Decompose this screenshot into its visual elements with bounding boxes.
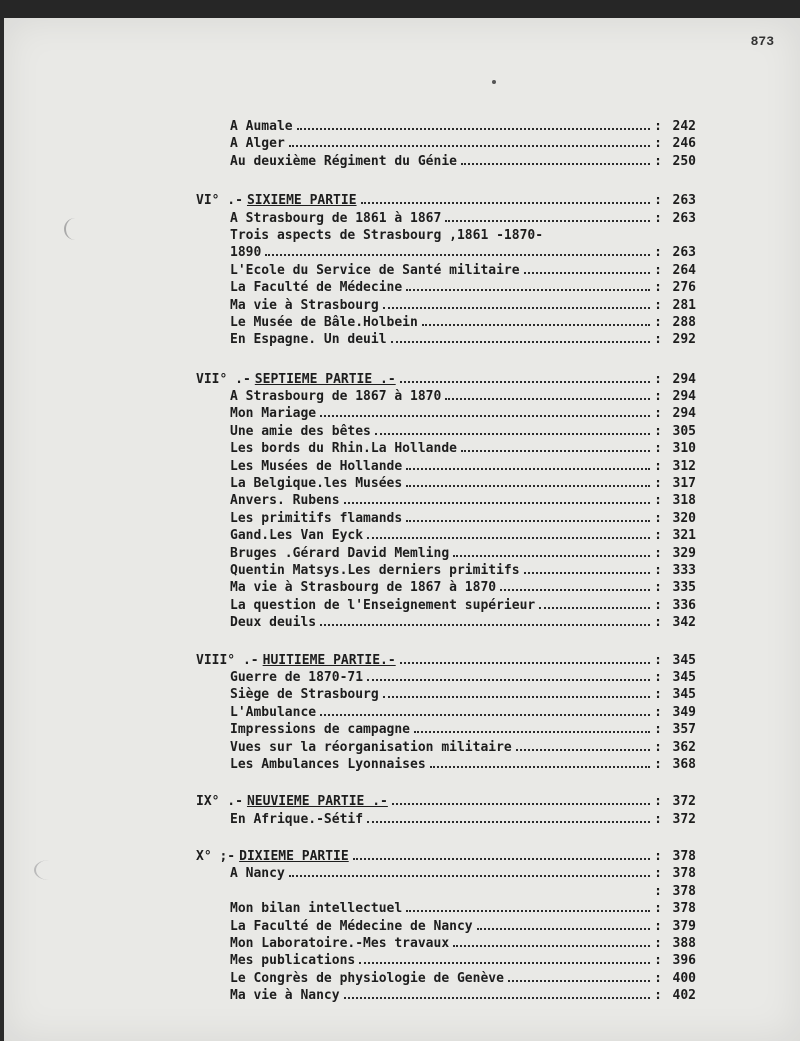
punch-hole-mark xyxy=(34,860,64,880)
section-heading xyxy=(196,192,696,209)
toc-entry xyxy=(196,135,696,152)
page-ref: 357 xyxy=(672,722,696,738)
dot-leader xyxy=(320,714,650,716)
colon-separator: : xyxy=(654,210,662,226)
toc-entry xyxy=(196,118,696,135)
colon-separator: : xyxy=(654,756,662,772)
dot-leader xyxy=(344,502,651,504)
entry-title: Les Musées de Hollande xyxy=(230,458,403,474)
toc-entry xyxy=(196,527,696,544)
entry-title: La Faculté de Médecine de Nancy xyxy=(230,918,473,934)
ink-dot xyxy=(492,80,496,84)
colon-separator: : xyxy=(654,528,662,544)
entry-title: Anvers. Rubens xyxy=(230,493,340,509)
dot-leader xyxy=(375,433,650,435)
page-ref: 263 xyxy=(672,193,696,209)
colon-separator: : xyxy=(654,332,662,348)
colon-separator: : xyxy=(654,704,662,720)
dot-leader xyxy=(297,128,651,130)
page-ref: 294 xyxy=(672,389,696,405)
dot-leader xyxy=(400,381,650,383)
section-title xyxy=(196,192,357,209)
entry-title: A Aumale xyxy=(230,119,293,134)
section-heading xyxy=(196,371,696,388)
toc-entry xyxy=(196,244,696,261)
dot-leader xyxy=(353,858,650,860)
page-ref: 276 xyxy=(672,280,696,296)
dot-leader xyxy=(461,450,650,452)
toc-entry xyxy=(196,440,696,457)
toc-entry xyxy=(196,492,696,509)
colon-separator: : xyxy=(654,314,662,330)
section-spacer xyxy=(196,349,696,371)
page-ref: 321 xyxy=(672,528,696,544)
page-ref: 329 xyxy=(672,545,696,561)
dot-leader xyxy=(367,679,650,681)
colon-separator: : xyxy=(654,883,662,899)
page-ref: 362 xyxy=(672,739,696,755)
section-number: VIII° .- xyxy=(196,652,259,668)
dot-leader xyxy=(391,341,651,343)
section-number: VI° .- xyxy=(196,193,243,209)
colon-separator: : xyxy=(654,687,662,703)
page-ref: 263 xyxy=(672,210,696,226)
page-ref: 250 xyxy=(672,153,696,169)
dot-leader xyxy=(445,398,650,400)
colon-separator: : xyxy=(654,245,662,261)
toc-entry xyxy=(196,952,696,969)
entry-title: 1890 xyxy=(230,245,262,261)
colon-separator: : xyxy=(654,545,662,561)
page-ref: 372 xyxy=(672,811,696,827)
dot-leader xyxy=(406,520,650,522)
colon-separator: : xyxy=(654,510,662,526)
dot-leader xyxy=(383,696,650,698)
entry-title: Vues sur la réorganisation militaire xyxy=(230,739,512,755)
toc-entry xyxy=(196,423,696,440)
page-ref: 318 xyxy=(672,493,696,509)
colon-separator: : xyxy=(654,562,662,578)
section-number: VII° .- xyxy=(196,371,251,387)
colon-separator: : xyxy=(654,866,662,882)
colon-separator: : xyxy=(654,722,662,738)
section-name: DIXIEME PARTIE xyxy=(239,849,349,865)
toc-entry xyxy=(196,153,696,170)
toc-entry xyxy=(196,704,696,721)
entry-title: Trois aspects de Strasbourg ,1861 -1870- xyxy=(230,227,544,243)
dot-leader xyxy=(422,324,650,326)
page-ref: 349 xyxy=(672,704,696,720)
page-ref: 288 xyxy=(672,314,696,330)
toc-entry xyxy=(196,227,696,244)
dot-leader xyxy=(359,962,650,964)
colon-separator: : xyxy=(654,970,662,986)
colon-separator: : xyxy=(654,493,662,509)
entry-title: A Nancy xyxy=(230,866,285,882)
colon-separator: : xyxy=(654,406,662,422)
section-title xyxy=(196,652,396,669)
section-spacer xyxy=(196,170,696,192)
toc-entry xyxy=(196,614,696,631)
toc-entry xyxy=(196,475,696,492)
page-ref: 388 xyxy=(672,936,696,952)
page-ref: 402 xyxy=(672,988,696,1004)
entry-title: Guerre de 1870-71 xyxy=(230,669,364,685)
section-name: HUITIEME PARTIE.- xyxy=(262,652,396,668)
dot-leader xyxy=(500,589,650,591)
section-heading xyxy=(196,652,696,669)
toc-entry xyxy=(196,900,696,917)
dot-leader xyxy=(453,945,650,947)
toc-entry xyxy=(196,405,696,422)
toc-entry xyxy=(196,510,696,527)
section-heading xyxy=(196,793,696,810)
entry-title: Le Musée de Bâle.Holbein xyxy=(230,314,418,330)
entry-title: Impressions de campagne xyxy=(230,722,411,738)
colon-separator: : xyxy=(654,136,662,152)
dot-leader xyxy=(406,910,650,912)
dot-leader xyxy=(383,307,650,309)
colon-separator: : xyxy=(654,262,662,278)
colon-separator: : xyxy=(654,739,662,755)
colon-separator: : xyxy=(654,901,662,917)
entry-title: Siège de Strasbourg xyxy=(230,687,379,703)
entry-title: Au deuxième Régiment du Génie xyxy=(230,153,457,169)
toc-entry xyxy=(196,579,696,596)
entry-title: Les bords du Rhin.La Hollande xyxy=(230,441,457,457)
page-ref: 312 xyxy=(672,458,696,474)
colon-separator: : xyxy=(654,936,662,952)
entry-title: Gand.Les Van Eyck xyxy=(230,528,364,544)
page-ref: 368 xyxy=(672,756,696,772)
page-ref: 305 xyxy=(672,423,696,439)
dot-leader xyxy=(320,624,650,626)
dot-leader xyxy=(430,766,651,768)
section-spacer xyxy=(196,773,696,793)
dot-leader xyxy=(445,220,650,222)
colon-separator: : xyxy=(654,652,662,668)
toc-entry xyxy=(196,970,696,987)
toc-entry xyxy=(196,721,696,738)
toc-entry xyxy=(196,545,696,562)
page-ref: 345 xyxy=(672,652,696,668)
colon-separator: : xyxy=(654,794,662,810)
section-spacer xyxy=(196,632,696,652)
page-ref: 310 xyxy=(672,441,696,457)
page-ref: 378 xyxy=(672,866,696,882)
entry-title: Les primitifs flamands xyxy=(230,510,403,526)
toc-entry xyxy=(196,865,696,882)
page-ref: 281 xyxy=(672,297,696,313)
section-heading xyxy=(196,848,696,865)
page-ref: 320 xyxy=(672,510,696,526)
dot-leader xyxy=(344,997,651,999)
page-ref: 400 xyxy=(672,970,696,986)
dot-leader xyxy=(406,468,650,470)
colon-separator: : xyxy=(654,280,662,296)
dot-leader xyxy=(516,749,650,751)
page-ref: 372 xyxy=(672,794,696,810)
dot-leader xyxy=(289,145,650,147)
entry-title: En Espagne. Un deuil xyxy=(230,332,387,348)
toc-section xyxy=(196,118,696,170)
page-ref: 342 xyxy=(672,615,696,631)
dot-leader xyxy=(367,537,650,539)
entry-title: Quentin Matsys.Les derniers primitifs xyxy=(230,562,520,578)
dot-leader xyxy=(367,821,650,823)
dot-leader xyxy=(289,875,650,877)
page-ref: 294 xyxy=(672,406,696,422)
entry-title: A Alger xyxy=(230,136,285,152)
toc-entry xyxy=(196,987,696,1004)
toc-entry xyxy=(196,669,696,686)
toc-section xyxy=(196,652,696,774)
colon-separator: : xyxy=(654,615,662,631)
entry-title: Une amie des bêtes xyxy=(230,423,371,439)
section-name: SIXIEME PARTIE xyxy=(246,193,357,209)
dot-leader xyxy=(508,980,650,982)
entry-title: La Faculté de Médecine xyxy=(230,280,403,296)
dot-leader xyxy=(265,254,650,256)
toc-entry xyxy=(196,739,696,756)
page-ref: 246 xyxy=(672,136,696,152)
toc-section xyxy=(196,848,696,1005)
page-ref: 335 xyxy=(672,580,696,596)
section-number: X° ;- xyxy=(196,849,236,865)
colon-separator: : xyxy=(654,371,662,387)
entry-title: Mon Laboratoire.-Mes travaux xyxy=(230,936,450,952)
colon-separator: : xyxy=(654,988,662,1004)
colon-separator: : xyxy=(654,297,662,313)
entry-title: Deux deuils xyxy=(230,615,317,631)
section-number: IX° .- xyxy=(196,794,243,810)
toc-entry xyxy=(196,279,696,296)
entry-title: Mes publications xyxy=(230,953,356,969)
entry-title: La question de l'Enseignement supérieur xyxy=(230,597,536,613)
entry-title: A Strasbourg de 1861 à 1867 xyxy=(230,210,442,226)
colon-separator: : xyxy=(654,193,662,209)
toc-entry xyxy=(196,597,696,614)
toc-entry xyxy=(196,210,696,227)
page-ref: 378 xyxy=(672,883,696,899)
dot-leader xyxy=(524,572,651,574)
dot-leader xyxy=(406,485,650,487)
page-ref: 264 xyxy=(672,262,696,278)
colon-separator: : xyxy=(654,580,662,596)
entry-title: Mon Mariage xyxy=(230,406,317,422)
colon-separator: : xyxy=(654,458,662,474)
dot-leader xyxy=(400,662,650,664)
toc-entry xyxy=(196,331,696,348)
dot-leader xyxy=(524,272,651,274)
dot-leader xyxy=(406,289,650,291)
colon-separator: : xyxy=(654,441,662,457)
punch-hole-mark xyxy=(64,218,86,240)
scan-top-edge xyxy=(0,0,800,20)
colon-separator: : xyxy=(654,669,662,685)
toc-entry xyxy=(196,935,696,952)
dot-leader xyxy=(539,607,650,609)
colon-separator: : xyxy=(654,953,662,969)
toc-entry xyxy=(196,314,696,331)
entry-title: En Afrique.-Sétif xyxy=(230,811,364,827)
dot-leader xyxy=(477,928,651,930)
toc-entry xyxy=(196,388,696,405)
dot-leader xyxy=(320,415,650,417)
dot-leader xyxy=(361,202,651,204)
toc-section xyxy=(196,192,696,349)
entry-title: La Belgique.les Musées xyxy=(230,476,403,492)
entry-title: Bruges .Gérard David Memling xyxy=(230,545,450,561)
colon-separator: : xyxy=(654,597,662,613)
page-ref: 379 xyxy=(672,918,696,934)
dot-leader xyxy=(461,163,650,165)
page-ref: 263 xyxy=(672,245,696,261)
toc-entry xyxy=(196,756,696,773)
page-ref: 317 xyxy=(672,476,696,492)
colon-separator: : xyxy=(654,849,662,865)
section-name: SEPTIEME PARTIE .- xyxy=(254,371,396,387)
colon-separator: : xyxy=(654,918,662,934)
entry-title: Mon bilan intellectuel xyxy=(230,901,403,917)
toc-entry xyxy=(196,811,696,828)
toc-entry xyxy=(196,562,696,579)
page-ref: 345 xyxy=(672,669,696,685)
page-ref: 345 xyxy=(672,687,696,703)
colon-separator: : xyxy=(654,423,662,439)
page-ref: 292 xyxy=(672,332,696,348)
colon-separator: : xyxy=(654,153,662,169)
section-title xyxy=(196,371,396,388)
page-ref: 333 xyxy=(672,562,696,578)
colon-separator: : xyxy=(654,476,662,492)
toc-entry xyxy=(196,297,696,314)
dot-leader xyxy=(392,803,650,805)
toc-entry xyxy=(196,883,696,900)
dot-leader xyxy=(414,731,650,733)
section-title xyxy=(196,848,349,865)
toc-entry xyxy=(196,918,696,935)
entry-title: Ma vie à Strasbourg xyxy=(230,297,379,313)
colon-separator: : xyxy=(654,119,662,134)
page-ref: 378 xyxy=(672,849,696,865)
toc-entry xyxy=(196,458,696,475)
toc-entry xyxy=(196,686,696,703)
colon-separator: : xyxy=(654,389,662,405)
section-name: NEUVIEME PARTIE .- xyxy=(246,794,388,810)
page-ref: 242 xyxy=(672,119,696,134)
toc-entry xyxy=(196,262,696,279)
entry-title: Ma vie à Strasbourg de 1867 à 1870 xyxy=(230,580,497,596)
entry-title: Le Congrès de physiologie de Genève xyxy=(230,970,504,986)
page-ref: 378 xyxy=(672,901,696,917)
section-spacer xyxy=(196,828,696,848)
table-of-contents xyxy=(196,118,696,1005)
toc-section xyxy=(196,371,696,632)
section-title xyxy=(196,793,388,810)
page-ref: 336 xyxy=(672,597,696,613)
entry-title: Ma vie à Nancy xyxy=(230,988,340,1004)
page-ref: 396 xyxy=(672,953,696,969)
entry-title: A Strasbourg de 1867 à 1870 xyxy=(230,389,442,405)
entry-title: Les Ambulances Lyonnaises xyxy=(230,756,426,772)
page-ref: 294 xyxy=(672,371,696,387)
colon-separator: : xyxy=(654,811,662,827)
dot-leader xyxy=(453,555,650,557)
entry-title: L'Ambulance xyxy=(230,704,317,720)
toc-section xyxy=(196,793,696,828)
page-number: 873 xyxy=(750,34,774,49)
entry-title: L'Ecole du Service de Santé militaire xyxy=(230,262,520,278)
